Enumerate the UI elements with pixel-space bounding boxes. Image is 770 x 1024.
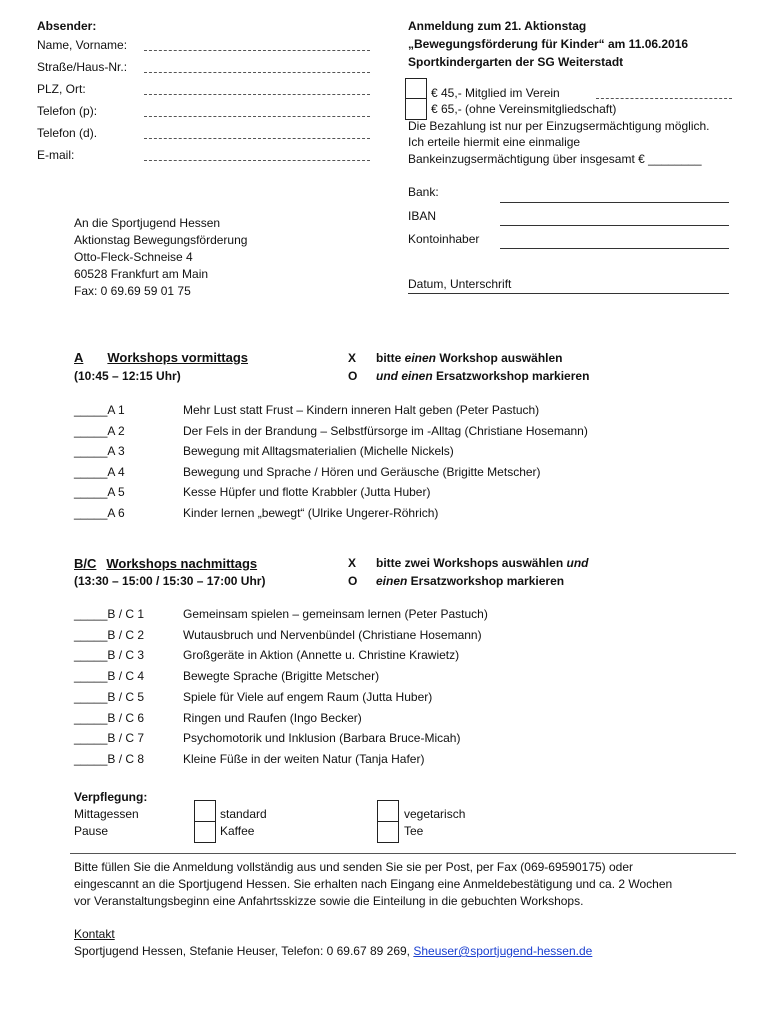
recipient-line: 60528 Frankfurt am Main (74, 267, 209, 281)
kontakt-line (74, 944, 592, 958)
iban-field[interactable] (500, 225, 729, 226)
workshop-title: Kesse Hüpfer und flotte Krabbler (Jutta Huber) (183, 485, 431, 500)
bank-field[interactable] (500, 202, 729, 203)
instr-text: Workshop auswählen (436, 351, 563, 365)
kaffee-label: Kaffee (220, 824, 255, 838)
instr-emphasis: einen (404, 351, 437, 365)
kaffee-checkbox[interactable] (194, 821, 216, 843)
catering-mittagessen-label: Mittagessen (74, 807, 139, 821)
recipient-line: An die Sportjugend Hessen (74, 216, 221, 230)
sender-heading: Absender: (37, 19, 97, 33)
section-bc-title: Workshops nachmittags (106, 556, 258, 571)
section-a-mark-x: X (348, 351, 357, 365)
section-bc-heading (74, 556, 257, 571)
workshop-title: Kinder lernen „bewegt“ (Ulrike Ungerer-Röhrich) (183, 506, 439, 520)
email-link[interactable]: Sheuser@sportjugend-hessen.de (413, 944, 593, 958)
section-a-title: Workshops vormittags (107, 350, 249, 365)
sender-phone-private-field[interactable] (144, 116, 370, 117)
bank-label: Bank: (408, 185, 439, 199)
sender-city-label: PLZ, Ort: (37, 82, 86, 96)
vegetarisch-checkbox[interactable] (377, 800, 399, 822)
kontoinhaber-label: Kontoinhaber (408, 232, 480, 246)
catering-pause-label: Pause (74, 824, 109, 838)
workshop-code[interactable]: _____B / C 6 (74, 710, 145, 725)
registration-title-1: Anmeldung zum 21. Aktionstag (408, 19, 587, 33)
recipient-line: Otto-Fleck-Schneise 4 (74, 250, 193, 264)
workshop-title: Bewegte Sprache (Brigitte Metscher) (183, 669, 380, 684)
workshop-code[interactable]: _____A 2 (74, 423, 125, 438)
instr-text: bitte zwei Workshops auswählen (376, 556, 567, 570)
workshop-title: Der Fels in der Brandung – Selbstfürsorge im -Alltag (Christiane Hosemann) (183, 423, 588, 438)
standard-checkbox[interactable] (194, 800, 216, 822)
instr-emphasis: und (566, 556, 589, 570)
workshop-title: Mehr Lust statt Frust – Kindern inneren Halt geben (Peter Pastuch) (183, 403, 540, 417)
workshop-code[interactable]: _____B / C 7 (74, 731, 145, 746)
workshop-title: Gemeinsam spielen – gemeinsam lernen (Peter Pastuch) (183, 607, 488, 621)
fee-member-label: € 45,- Mitglied im Verein (431, 86, 560, 100)
section-bc-letter: B/C (74, 556, 97, 571)
workshop-title: Kleine Füße in der weiten Natur (Tanja Hafer) (183, 751, 425, 766)
workshop-code[interactable]: _____A 5 (74, 485, 125, 500)
workshop-code[interactable]: _____B / C 8 (74, 751, 145, 766)
section-bc-instruction-2 (376, 574, 564, 588)
recipient-address (74, 215, 247, 300)
footer-text-line: Bitte füllen Sie die Anmeldung vollständig aus und senden Sie sie per Post, per Fax (069-69590175) oder (74, 860, 634, 874)
datum-label: Datum, Unterschrift (408, 277, 512, 291)
workshop-title: Ringen und Raufen (Ingo Becker) (183, 710, 362, 725)
sender-street-label: Straße/Haus-Nr.: (37, 60, 128, 74)
workshop-title: Bewegung mit Alltagsmaterialien (Michelle Nickels) (183, 444, 454, 459)
vegetarisch-label: vegetarisch (404, 807, 466, 821)
workshop-title: Großgeräte in Aktion (Annette u. Christine Krawietz) (183, 648, 460, 663)
instr-text: bitte (376, 351, 405, 365)
instr-text: Ersatzworkshop markieren (432, 369, 590, 383)
tee-label: Tee (404, 824, 424, 838)
workshop-code[interactable]: _____A 1 (74, 403, 125, 417)
sender-street-field[interactable] (144, 72, 370, 73)
membership-club-field[interactable] (596, 98, 732, 99)
kontoinhaber-field[interactable] (500, 248, 729, 249)
standard-label: standard (220, 807, 267, 821)
sender-email-field[interactable] (144, 160, 370, 161)
section-a-time: (10:45 – 12:15 Uhr) (74, 369, 181, 383)
instr-emphasis: einen (376, 574, 408, 588)
iban-label: IBAN (408, 209, 437, 223)
kontakt-label: Kontakt (74, 927, 115, 941)
instr-emphasis: und einen (376, 369, 433, 383)
section-bc-mark-o: O (348, 574, 358, 588)
workshop-code[interactable]: _____B / C 1 (74, 607, 145, 621)
section-bc-instruction-1 (376, 556, 588, 570)
workshop-title: Spiele für Viele auf engem Raum (Jutta Huber) (183, 689, 433, 704)
workshop-code[interactable]: _____A 6 (74, 506, 125, 520)
workshop-code[interactable]: _____A 4 (74, 464, 125, 479)
signature-field[interactable] (408, 293, 729, 294)
payment-text-1: Die Bezahlung ist nur per Einzugsermächtigung möglich. (408, 119, 710, 133)
fee-nonmember-label: € 65,- (ohne Vereinsmitgliedschaft) (431, 102, 617, 116)
workshop-code[interactable]: _____B / C 2 (74, 627, 145, 642)
tee-checkbox[interactable] (377, 821, 399, 843)
recipient-fax: Fax: 0 69.69 59 01 75 (74, 284, 191, 298)
fee-nonmember-checkbox[interactable] (405, 98, 427, 120)
fee-member-checkbox[interactable] (405, 78, 427, 100)
section-bc-mark-x: X (348, 556, 357, 570)
sender-phone-office-field[interactable] (144, 138, 370, 139)
footer-text-line: eingescannt an die Sportjugend Hessen. Sie erhalten nach Eingang eine Anmeldebestätigung und ca. 2 Wochen (74, 877, 673, 891)
payment-text-3: Bankeinzugsermächtigung über insgesamt € ________ (408, 152, 702, 166)
footer-text-line: vor Veranstaltungsbeginn eine Anfahrtsskizze sowie die Einteilung in die gebuchten Workshops. (74, 894, 584, 908)
section-a-heading (74, 350, 248, 365)
sender-name-field[interactable] (144, 50, 370, 51)
registration-title-3: Sportkindergarten der SG Weiterstadt (408, 55, 624, 69)
workshop-code[interactable]: _____B / C 5 (74, 689, 145, 704)
instr-text: Ersatzworkshop markieren (407, 574, 565, 588)
catering-heading: Verpflegung: (74, 790, 148, 804)
sender-phone-office-label: Telefon (d). (37, 126, 98, 140)
workshop-code[interactable]: _____B / C 4 (74, 669, 145, 684)
payment-text-2: Ich erteile hiermit eine einmalige (408, 135, 581, 149)
workshop-title: Wutausbruch und Nervenbündel (Christiane Hosemann) (183, 627, 482, 642)
recipient-line: Aktionstag Bewegungsförderung (74, 233, 248, 247)
section-a-instruction-1 (376, 351, 562, 365)
registration-title-2: „Bewegungsförderung für Kinder“ am 11.06.2016 (408, 37, 689, 51)
section-a-mark-o: O (348, 369, 358, 383)
kontakt-text: Sportjugend Hessen, Stefanie Heuser, Telefon: 0 69.67 89 269, (74, 944, 414, 958)
workshop-title: Bewegung und Sprache / Hören und Geräusche (Brigitte Metscher) (183, 464, 541, 479)
sender-email-label: E-mail: (37, 148, 75, 162)
sender-name-label: Name, Vorname: (37, 38, 128, 52)
sender-city-field[interactable] (144, 94, 370, 95)
sender-phone-private-label: Telefon (p): (37, 104, 98, 118)
footer-instructions (74, 859, 672, 910)
workshop-code[interactable]: _____A 3 (74, 444, 125, 459)
section-bc-time: (13:30 – 15:00 / 15:30 – 17:00 Uhr) (74, 574, 266, 588)
footer-divider (70, 853, 736, 854)
section-a-letter: A (74, 350, 84, 365)
workshop-title: Psychomotorik und Inklusion (Barbara Bruce-Micah) (183, 731, 461, 746)
workshop-code[interactable]: _____B / C 3 (74, 648, 145, 663)
section-a-instruction-2 (376, 369, 589, 383)
